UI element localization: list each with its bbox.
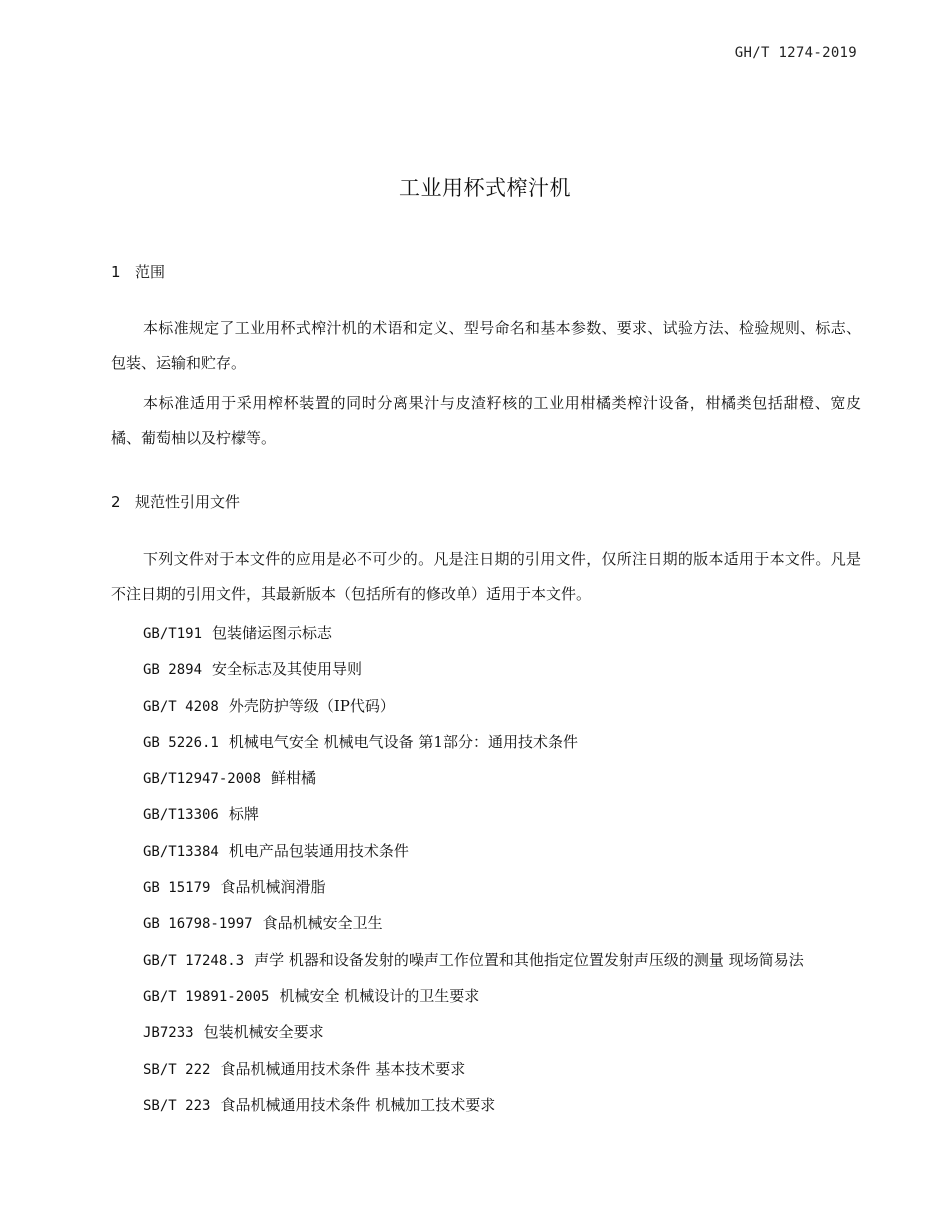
list-item bbox=[143, 763, 804, 799]
reference-code: GB 2894 bbox=[143, 662, 203, 679]
reference-code: SB/T 223 bbox=[143, 1097, 211, 1114]
reference-title: 机械电气安全 机械电气设备 第1部分：通用技术条件 bbox=[228, 732, 578, 751]
list-item bbox=[143, 618, 804, 654]
list-item bbox=[143, 654, 804, 690]
reference-code: GB/T13306 bbox=[143, 807, 219, 824]
reference-code: SB/T 222 bbox=[143, 1061, 211, 1078]
list-item bbox=[143, 1090, 804, 1126]
section-number: 1 bbox=[111, 263, 121, 281]
section-heading-scope bbox=[111, 261, 165, 282]
reference-title: 食品机械安全卫生 bbox=[262, 914, 383, 933]
reference-code: GB 15179 bbox=[143, 880, 211, 897]
reference-title: 食品机械润滑脂 bbox=[220, 878, 326, 897]
list-item bbox=[143, 799, 804, 835]
list-item bbox=[143, 908, 804, 944]
reference-title: 机电产品包装通用技术条件 bbox=[228, 841, 409, 860]
reference-code: GB/T13384 bbox=[143, 843, 219, 860]
list-item bbox=[143, 727, 804, 763]
list-item bbox=[143, 981, 804, 1017]
list-item bbox=[143, 836, 804, 872]
reference-title: 标牌 bbox=[228, 805, 259, 824]
standard-code: GH/T 1274-2019 bbox=[734, 45, 857, 61]
reference-code: GB/T12947-2008 bbox=[143, 771, 262, 788]
list-item bbox=[143, 945, 804, 981]
reference-code: JB7233 bbox=[143, 1025, 194, 1042]
reference-list bbox=[143, 618, 804, 1126]
section-title: 规范性引用文件 bbox=[135, 493, 241, 511]
scope-paragraph-2: 本标准适用于采用榨杯装置的同时分离果汁与皮渣籽核的工业用柑橘类榨汁设备，柑橘类包括甜橙、宽皮橘、葡萄柚以及柠檬等。 bbox=[111, 394, 861, 447]
scope-paragraph-1: 本标准规定了工业用杯式榨汁机的术语和定义、型号命名和基本参数、要求、试验方法、检验规则、标志、包装、运输和贮存。 bbox=[111, 319, 861, 372]
reference-title: 食品机械通用技术条件 基本技术要求 bbox=[220, 1059, 466, 1078]
reference-title: 鲜柑橘 bbox=[271, 769, 317, 788]
list-item bbox=[143, 872, 804, 908]
reference-title: 包装机械安全要求 bbox=[203, 1023, 324, 1042]
list-item bbox=[143, 1054, 804, 1090]
reference-title: 安全标志及其使用导则 bbox=[212, 660, 363, 679]
reference-title: 包装储运图示标志 bbox=[212, 624, 333, 642]
list-item bbox=[143, 691, 804, 727]
document-title: 工业用杯式榨汁机 bbox=[399, 176, 571, 200]
reference-title: 机械安全 机械设计的卫生要求 bbox=[279, 986, 480, 1005]
reference-title: 食品机械通用技术条件 机械加工技术要求 bbox=[220, 1095, 496, 1114]
reference-title: 声学 机器和设备发射的噪声工作位置和其他指定位置发射声压级的测量 现场简易法 bbox=[254, 950, 804, 969]
reference-code: GB/T 4208 bbox=[143, 698, 219, 715]
reference-code: GB/T191 bbox=[143, 626, 203, 642]
list-item bbox=[143, 1017, 804, 1053]
reference-code: GB/T 17248.3 bbox=[143, 952, 245, 969]
reference-title: 外壳防护等级（IP代码） bbox=[228, 696, 395, 715]
reference-code: GB 16798-1997 bbox=[143, 916, 253, 933]
section-number: 2 bbox=[111, 493, 121, 511]
section-title: 范围 bbox=[135, 263, 166, 281]
section-heading-normative-references bbox=[111, 491, 240, 512]
reference-code: GB/T 19891-2005 bbox=[143, 988, 270, 1005]
references-intro-paragraph: 下列文件对于本文件的应用是必不可少的。凡是注日期的引用文件，仅所注日期的版本适用于本文件。凡是不注日期的引用文件，其最新版本（包括所有的修改单）适用于本文件。 bbox=[111, 550, 861, 603]
reference-code: GB 5226.1 bbox=[143, 734, 219, 751]
